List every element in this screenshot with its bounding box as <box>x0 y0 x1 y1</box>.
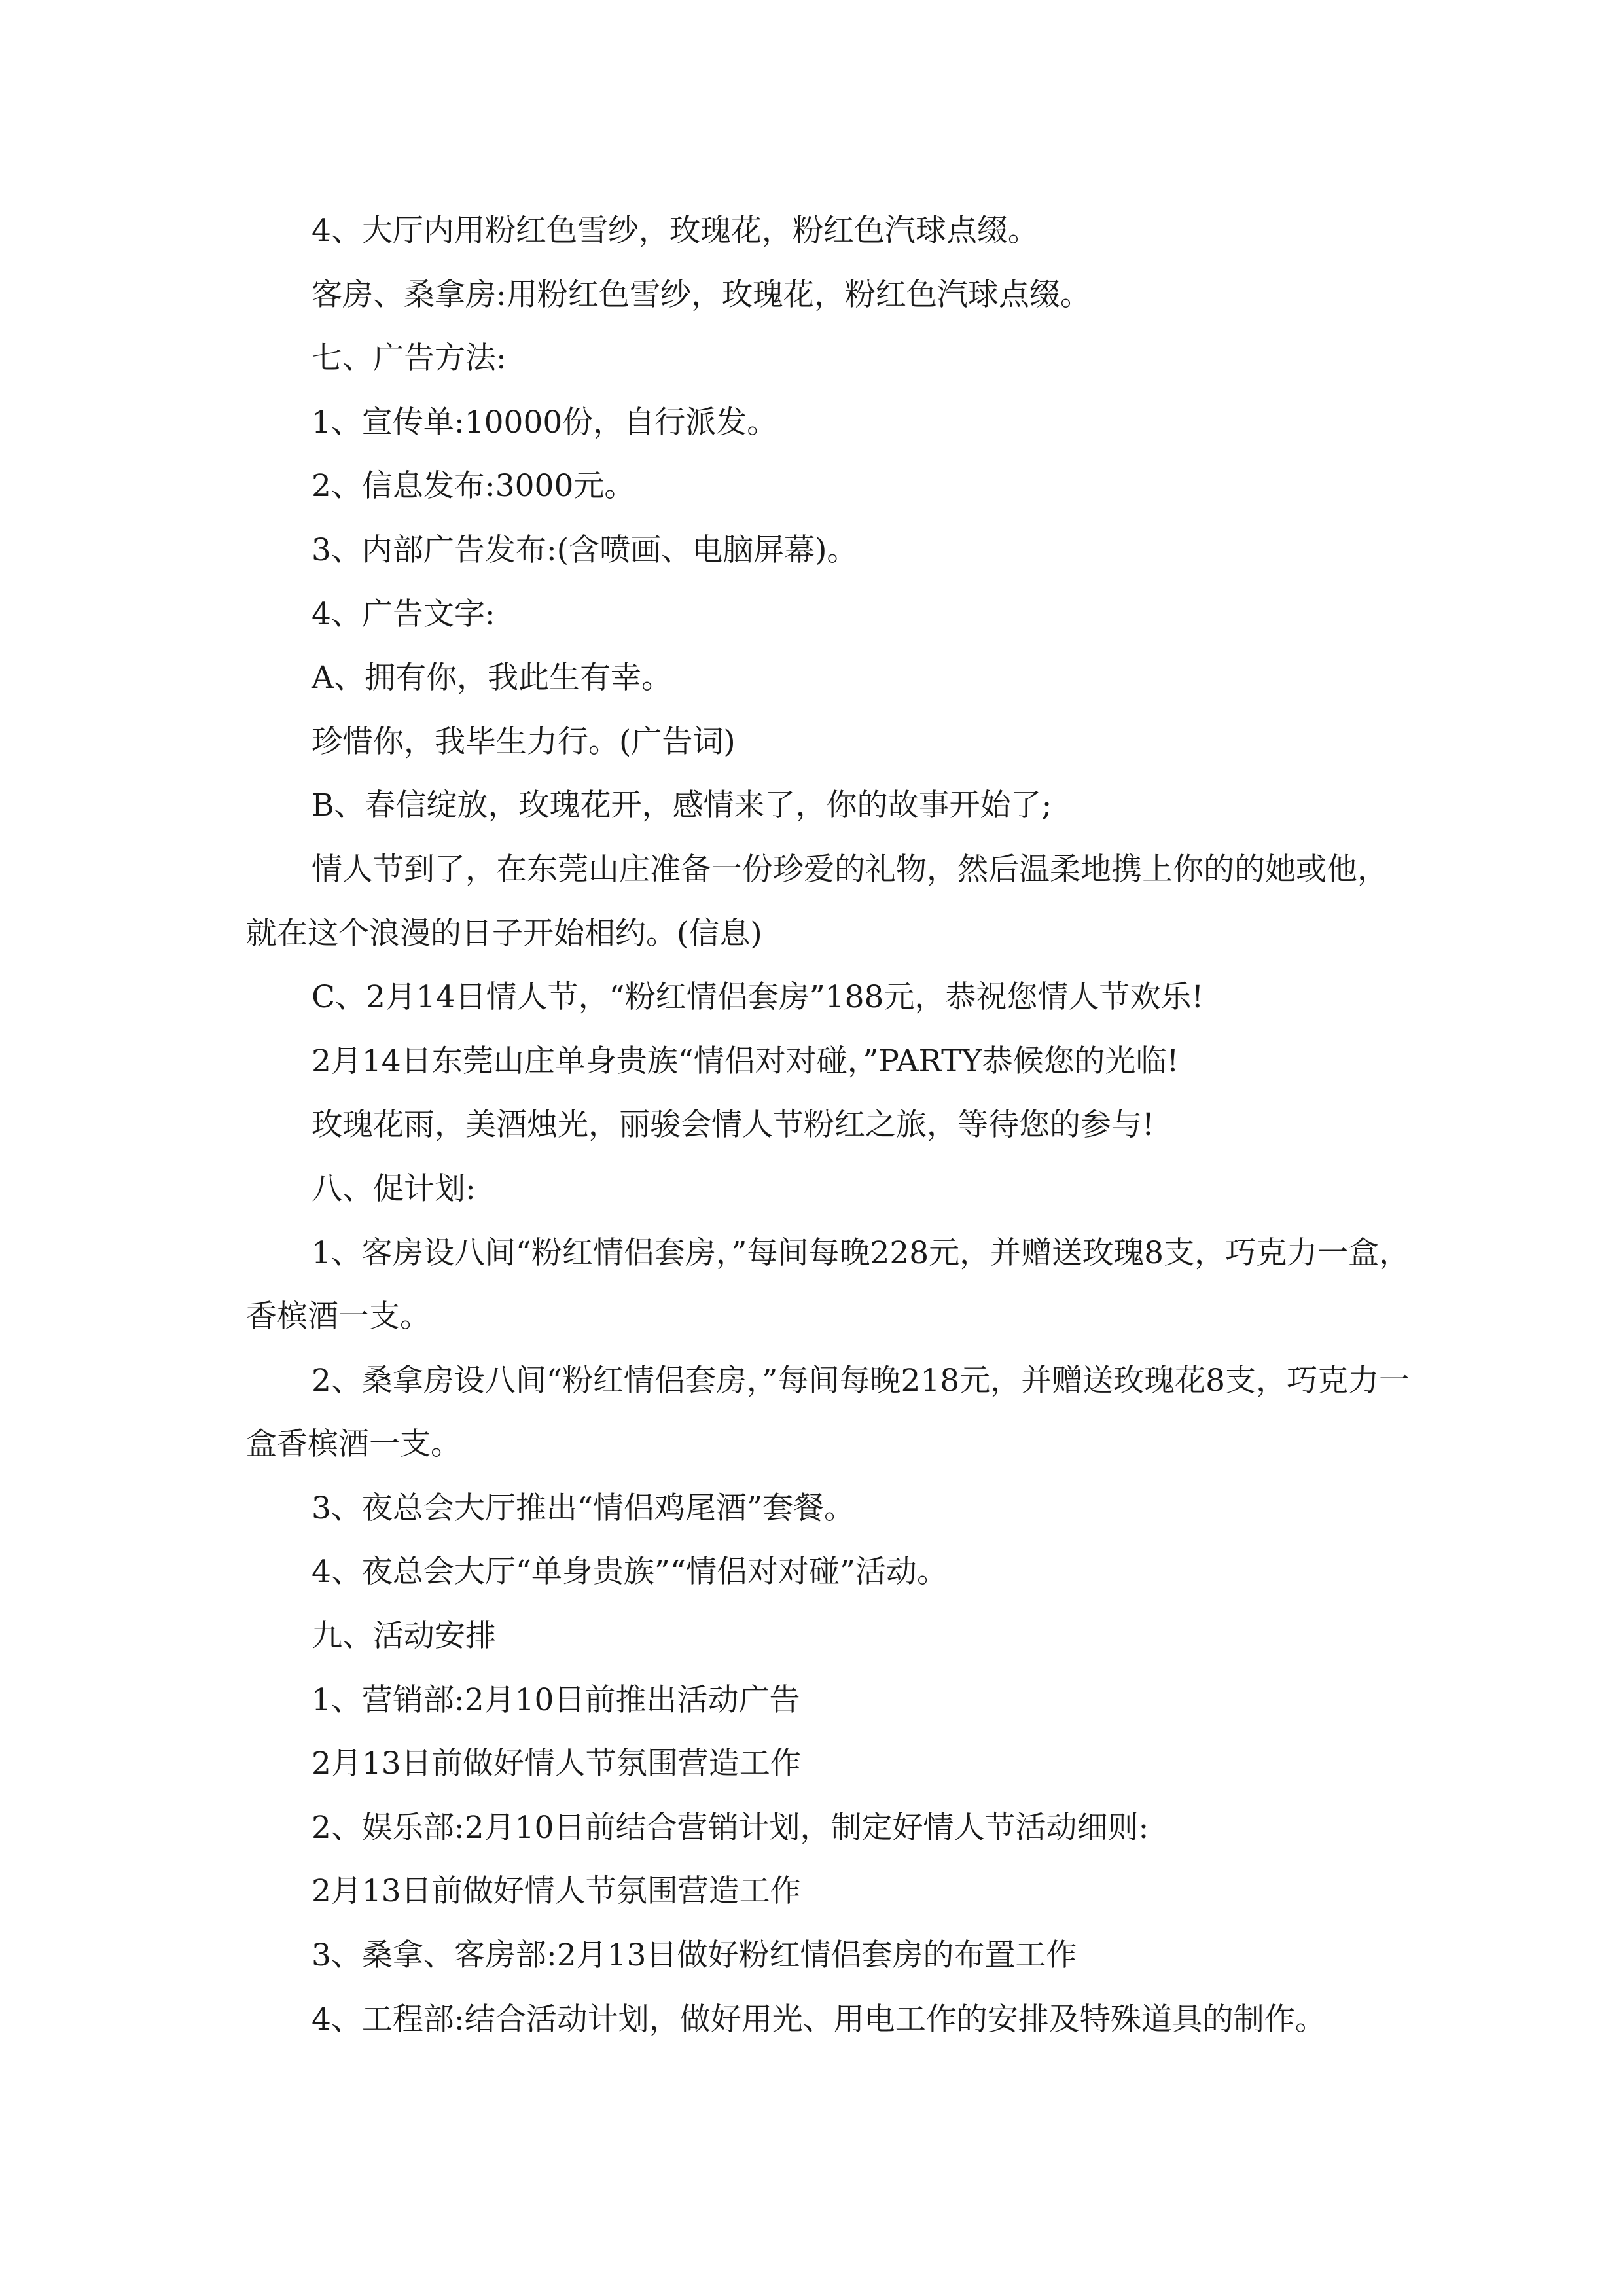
paragraph: 珍惜你，我毕生力行。(广告词) <box>312 723 736 760</box>
paragraph: 4、工程部:结合活动计划，做好用光、用电工作的安排及特殊道具的制作。 <box>312 2001 1326 2037</box>
paragraph: B、春信绽放，玫瑰花开，感情来了，你的故事开始了; <box>312 787 1052 824</box>
paragraph: 2月14日东莞山庄单身贵族“情侣对对碰，”PARTY恭候您的光临! <box>312 1043 1179 1079</box>
paragraph: 2、娱乐部:2月10日前结合营销计划，制定好情人节活动细则: <box>312 1809 1149 1846</box>
paragraph: 七、广告方法: <box>312 340 507 377</box>
paragraph: 1、营销部:2月10日前推出活动广告 <box>312 1681 800 1718</box>
paragraph: 2月13日前做好情人节氛围营造工作 <box>312 1746 801 1782</box>
paragraph: 九、活动安排 <box>312 1618 496 1655</box>
paragraph: 情人节到了，在东莞山庄准备一份珍爱的礼物，然后温柔地携上你的的她或他，就在这个浪漫的日子开始相约。(信息) <box>246 851 1388 952</box>
paragraph: 八、促计划: <box>312 1170 476 1207</box>
paragraph: 4、夜总会大厅“单身贵族”“情侣对对碰”活动。 <box>312 1554 948 1590</box>
paragraph: 4、大厅内用粉红色雪纱，玫瑰花，粉红色汽球点缀。 <box>312 213 1039 249</box>
paragraph: 2、桑拿房设八间“粉红情侣套房，”每间每晚218元，并赠送玫瑰花8支，巧克力一盒香槟酒一支。 <box>246 1362 1410 1463</box>
paragraph: 1、宣传单:10000份，自行派发。 <box>312 404 778 440</box>
paragraph: 3、夜总会大厅推出“情侣鸡尾酒”套餐。 <box>312 1490 855 1526</box>
paragraph: 3、桑拿、客房部:2月13日做好粉红情侣套房的布置工作 <box>312 1937 1077 1974</box>
paragraph: 玫瑰花雨，美酒烛光，丽骏会情人节粉红之旅，等待您的参与! <box>312 1107 1154 1143</box>
paragraph: 2、信息发布:3000元。 <box>312 468 635 505</box>
paragraph: 客房、桑拿房:用粉红色雪纱，玫瑰花，粉红色汽球点缀。 <box>312 276 1091 313</box>
paragraph: 4、广告文字: <box>312 596 495 632</box>
document-body <box>246 199 1411 2051</box>
paragraph: C、2月14日情人节，“粉红情侣套房”188元，恭祝您情人节欢乐! <box>312 979 1204 1016</box>
paragraph: A、拥有你，我此生有幸。 <box>312 660 672 696</box>
paragraph: 2月13日前做好情人节氛围营造工作 <box>312 1873 801 1910</box>
paragraph: 3、内部广告发布:(含喷画、电脑屏幕)。 <box>312 531 858 568</box>
paragraph: 1、客房设八间“粉红情侣套房，”每间每晚228元，并赠送玫瑰8支，巧克力一盒，香槟酒一支。 <box>246 1234 1410 1335</box>
